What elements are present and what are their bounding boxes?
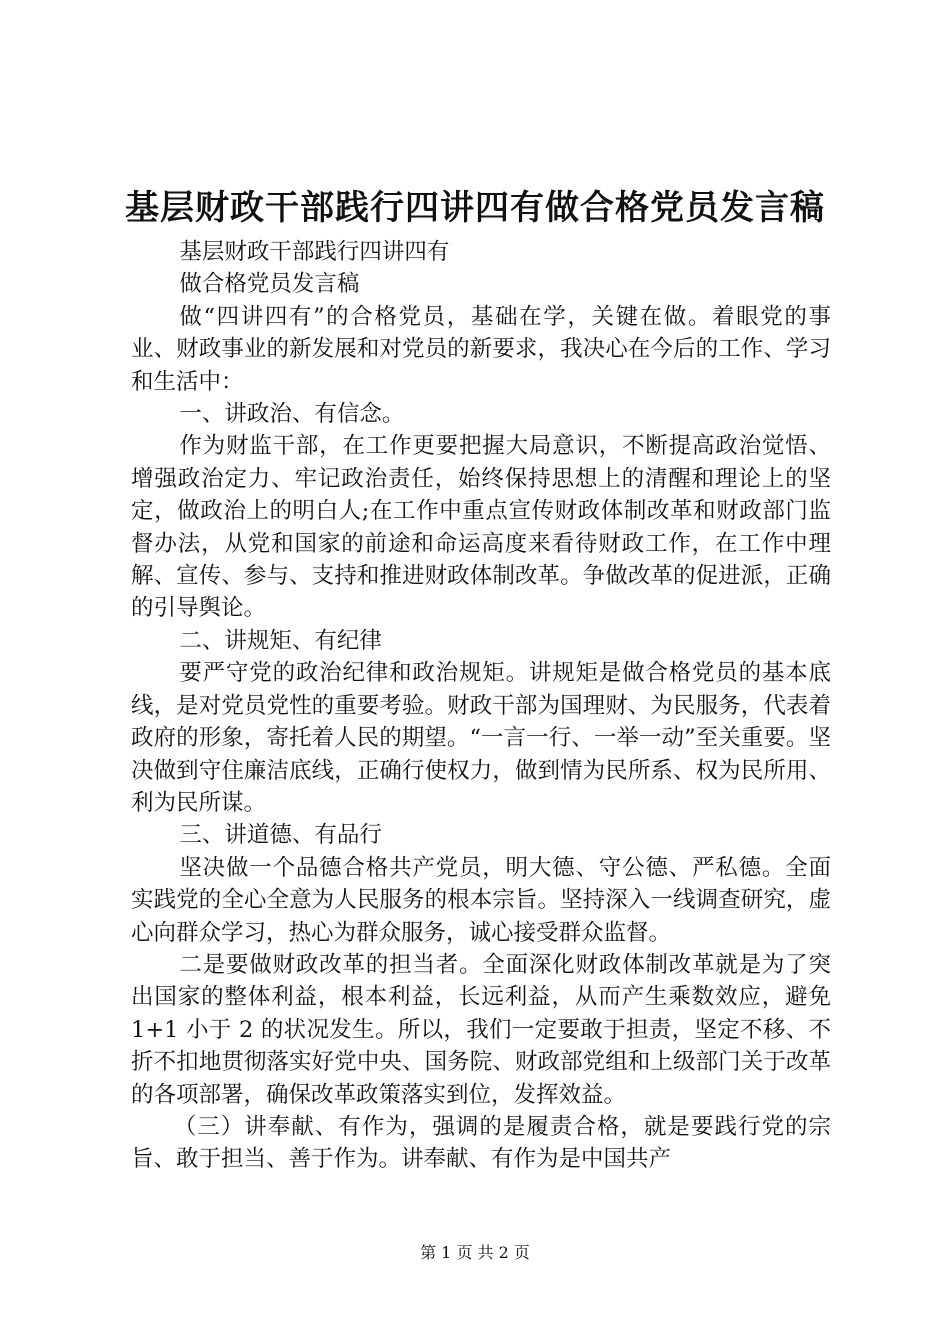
reform-paragraph: 二是要做财政改革的担当者。全面深化财政体制改革就是为了突出国家的整体利益，根本利益，长远利益，从而产生乘数效应，避免 1+1 小于 2 的状况发生。所以，我们一定要敢于担责，坚定不移、不折不扣地贯彻落实好党中央、国务院、财政部党组和上级部门关于改革的各项部署，确保改革政策落实到位，发挥效益。 [131,951,831,1108]
intro-paragraph: 做“四讲四有”的合格党员，基础在学，关键在做。着眼党的事业、财政事业的新发展和对党员的新要求，我决心在今后的工作、学习和生活中： [131,303,831,395]
section-3-paragraph: 坚决做一个品德合格共产党员，明大德、守公德、严私德。全面实践党的全心全意为人民服务的根本宗旨。坚持深入一线调查研究，虚心向群众学习，热心为群众服务，诚心接受群众监督。 [131,854,831,946]
section-heading-1: 一、讲政治、有信念。 [179,401,405,428]
document-body [131,236,831,1176]
section-heading-2: 二、讲规矩、有纪律 [179,627,382,654]
document-title: 基层财政干部践行四讲四有做合格党员发言稿 [125,188,825,228]
subtitle-line-2: 做合格党员发言稿 [179,271,360,298]
section-2-paragraph: 要严守党的政治纪律和政治规矩。讲规矩是做合格党员的基本底线，是对党员党性的重要考验。财政干部为国理财、为民服务，代表着政府的形象，寄托着人民的期望。“一言一行、一举一动”至关重要。坚决做到守住廉洁底线，正确行使权力，做到情为民所系、权为民所用、利为民所谋。 [131,660,831,816]
page-footer: 第 1 页 共 2 页 [420,1243,530,1262]
subtitle-line-1: 基层财政干部践行四讲四有 [179,239,450,265]
section-heading-3: 三、讲道德、有品行 [179,822,382,849]
section-heading-4-paragraph: （三）讲奉献、有作为，强调的是履责合格，就是要践行党的宗旨、敢于担当、善于作为。讲奉献、有作为是中国共产 [131,1113,831,1173]
section-1-paragraph: 作为财监干部，在工作更要把握大局意识，不断提高政治觉悟、增强政治定力、牢记政治责任，始终保持思想上的清醒和理论上的坚定，做政治上的明白人;在工作中重点宣传财政体制改革和财政部门监督办法，从党和国家的前途和命运高度来看待财政工作，在工作中理解、宣传、参与、支持和推进财政体制改革。争做改革的促进派，正确的引导舆论。 [131,433,831,622]
